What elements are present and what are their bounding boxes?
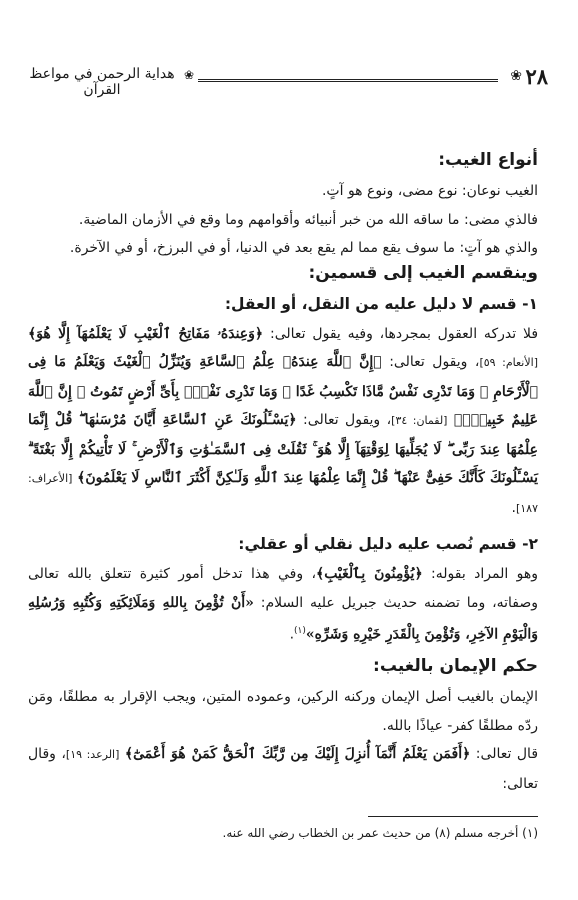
quran-verse: ﴿إِنَّ ٱللَّهَ عِندَهُۥ عِلْمُ ٱلسَّاعَةِ وَيُنَزِّلُ ٱلْغَيْثَ وَيَعْلَمُ مَا فِى ٱلْأَرْحَامِ ۖ وَمَا تَدْرِى نَفْسٌ مَّاذَا تَكْسِبُ غَدًا ۖ وَمَا تَدْرِى نَفْسٌۢ بِأَىِّ أَرْضٍ تَمُوتُ ۚ إِنَّ ٱللَّهَ عَلِيمٌ خَبِيرٌۢ﴾	[28, 354, 538, 428]
paragraph: والذي هو آتٍ: ما سوف يقع مما لم يقع بعد في الدنيا، أو في البرزخ، أو في الآخرة.	[69, 240, 538, 256]
verse-citation: [الرعد: ١٩]	[65, 748, 120, 762]
verse-citation: [الأنعام: ٥٩]	[479, 356, 538, 369]
paragraph: الغيب نوعان: نوع مضى، ونوع هو آتٍ.	[321, 183, 538, 199]
flower-ornament-icon: ❀	[184, 68, 195, 82]
section-heading-ruling: حكم الإيمان بالغيب:	[373, 656, 538, 677]
running-title: هداية الرحمن في مواعظ القرآن	[29, 66, 175, 98]
quran-verse: ﴿يُؤْمِنُونَ بِٱلْغَيْبِ﴾	[315, 566, 423, 582]
text-run: ، ويقول تعالى:	[296, 412, 392, 428]
quran-verse: ﴿أَفَمَن يَعْلَمُ أَنَّمَآ أُنزِلَ إِلَيْكَ مِن رَّبِّكَ ٱلْحَقُّ كَمَنْ هُوَ أَعْمَىٰٓ﴾	[124, 746, 471, 763]
text-run: .	[511, 499, 516, 516]
text-run: .	[289, 626, 295, 643]
footnote: (١) أخرجه مسلم (٨) من حديث عمر بن الخطاب رضي الله عنه.	[222, 826, 538, 840]
text-run: وهو المراد بقوله:	[422, 566, 538, 582]
paragraph: الإيمان بالغيب أصل الإيمان وركنه الركين، وعموده المتين، ويجب الإقرار به مطلقًا، ومَن ردّه مطلقًا كفر- عياذًا بالله.	[28, 689, 538, 734]
quran-verse: ﴿يَسْـَٔلُونَكَ عَنِ ٱلسَّاعَةِ أَيَّانَ مُرْسَىٰهَا ۖ قُلْ إِنَّمَا عِلْمُهَا عِندَ رَبِّى ۖ لَا يُجَلِّيهَا لِوَقْتِهَآ إِلَّا هُوَ ۚ ثَقُلَتْ فِى ٱلسَّمَـٰوَٰتِ وَٱلْأَرْضِ ۚ لَا تَأْتِيكُمْ إِلَّا بَغْتَةً ۗ يَسْـَٔلُونَكَ كَأَنَّكَ حَفِىٌّ عَنْهَا ۖ قُلْ إِنَّمَا عِلْمُهَا عِندَ ٱللَّهِ وَلَـٰكِنَّ أَكْثَرَ ٱلنَّاسِ لَا يَعْلَمُونَ﴾	[28, 412, 538, 486]
hadith-quote: «أَنْ تُؤْمِنَ بِاللهِ وَمَلَائِكَتِهِ وَكُتُبِهِ وَرُسُلِهِ وَالْيَوْمِ الآخِرِ، وَتُؤْمِنَ بِالْقَدَرِ خَيْرِهِ وَشَرِّهِ»	[28, 594, 538, 643]
page-number: ٢٨	[525, 64, 548, 89]
paragraph-part-1	[28, 320, 538, 524]
verse-citation: [لقمان: ٣٤]	[391, 414, 448, 427]
sub-heading-part-2: ٢- قسم نُصب عليه دليل نقلي أو عقلي:	[238, 535, 538, 553]
footnote-reference: (١)	[294, 626, 306, 636]
text-run: فلا تدركه العقول بمجردها، وفيه يقول تعالى:	[263, 325, 539, 342]
section-heading-division: وينقسم الغيب إلى قسمين:	[308, 262, 538, 283]
paragraph-part-2	[28, 560, 538, 649]
section-heading-types: أنواع الغيب:	[438, 150, 538, 170]
page-body	[28, 150, 538, 798]
flower-ornament-icon: ❀	[510, 68, 522, 84]
paragraph: فالذي مضى: ما ساقه الله من خبر أنبيائه وأقوامهم وما وقع في الأزمان الماضية.	[78, 211, 538, 228]
sub-heading-part-1: ١- قسم لا دليل عليه من النقل، أو العقل:	[224, 294, 538, 313]
header-rule	[198, 79, 498, 82]
paragraph-ruling-verse	[28, 740, 538, 798]
page-header	[20, 62, 558, 106]
quran-verse: ﴿وَعِندَهُۥ مَفَاتِحُ ٱلْغَيْبِ لَا يَعْلَمُهَآ إِلَّا هُوَ﴾	[28, 325, 264, 342]
text-run: ، وفي هذا تدخل أمور كثيرة تتعلق بالله تعالى وصفاته، وما تضمنه حديث جبريل عليه السلام:	[28, 566, 538, 611]
text-run: ، ويقول تعالى:	[381, 354, 480, 370]
text-run: ، وقال تعالى:	[28, 746, 538, 792]
footnote-rule	[368, 816, 538, 817]
text-run: قال تعالى:	[470, 746, 539, 763]
verse-citation: [الأعراف: ١٨٧]	[28, 472, 538, 515]
